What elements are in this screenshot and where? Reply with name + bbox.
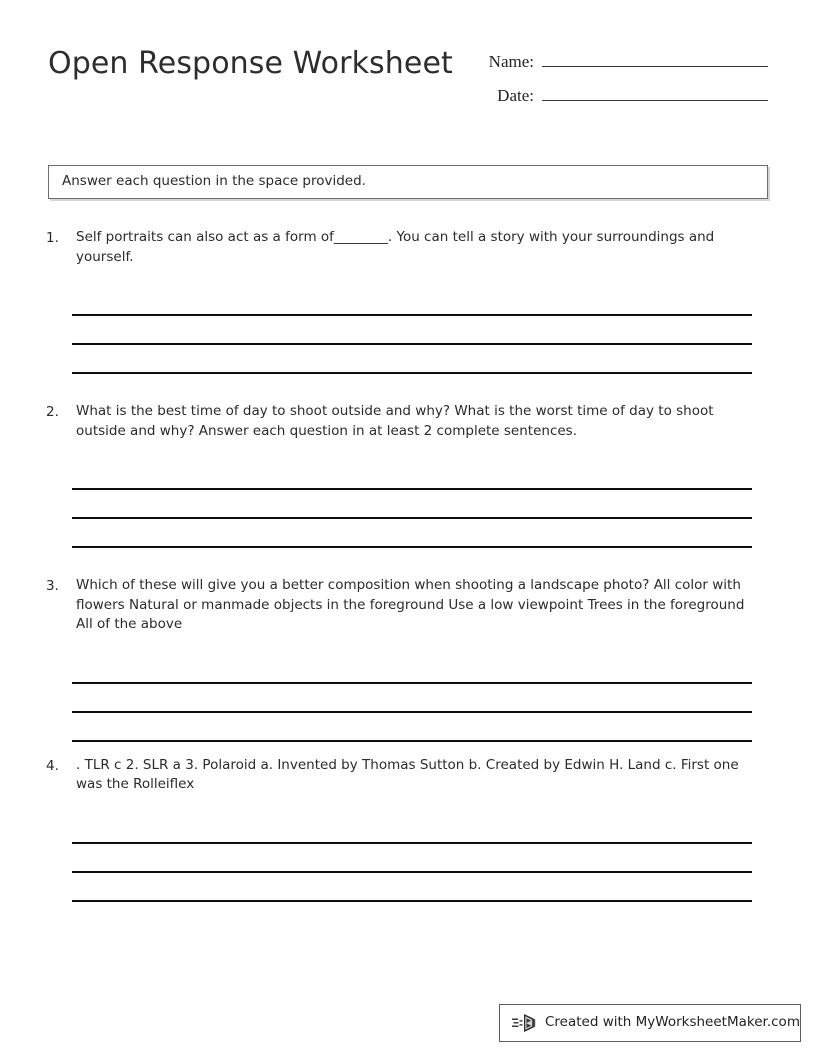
question-header <box>46 756 768 795</box>
question-number: 4. <box>46 757 59 774</box>
created-with-text: Created with MyWorksheetMaker.com <box>545 1014 800 1031</box>
answer-line[interactable] <box>72 873 752 902</box>
questions-list <box>46 228 768 902</box>
question-spacer <box>46 374 768 402</box>
name-field-row <box>468 46 768 80</box>
myworksheetmaker-logo-icon <box>512 1012 538 1034</box>
name-date-block <box>468 46 768 114</box>
answer-line[interactable] <box>72 461 752 490</box>
question-item <box>46 756 768 902</box>
question-spacer <box>46 742 768 756</box>
question-text: What is the best time of day to shoot outside and why? What is the worst time of day to shoot outside and why? Answer each question in at least 2 complete sentences. <box>76 403 714 439</box>
question-number: 2. <box>46 404 59 420</box>
answer-line[interactable] <box>72 287 752 316</box>
question-header <box>46 576 768 635</box>
instruction-text: Answer each question in the space provided. <box>62 173 366 190</box>
date-input[interactable] <box>542 80 768 101</box>
answer-line[interactable] <box>72 655 752 684</box>
answer-area[interactable] <box>72 441 752 548</box>
answer-line[interactable] <box>72 713 752 742</box>
answer-line[interactable] <box>72 684 752 713</box>
answer-line[interactable] <box>72 844 752 873</box>
name-label: Name: <box>488 52 534 71</box>
name-input[interactable] <box>542 46 768 67</box>
answer-line[interactable] <box>72 490 752 519</box>
worksheet-header <box>48 44 768 124</box>
answer-line[interactable] <box>72 815 752 844</box>
answer-line[interactable] <box>72 345 752 374</box>
question-item <box>46 576 768 742</box>
answer-area[interactable] <box>72 267 752 374</box>
question-text: Which of these will give you a better composition when shooting a landscape photo? All color with flowers Natural or manmade objects in the foreground Use a low viewpoint Trees in the foreground All of the above <box>76 577 745 632</box>
question-text: . TLR c 2. SLR a 3. Polaroid a. Invented by Thomas Sutton b. Created by Edwin H. Land c. First one was the Rolleiflex <box>76 756 739 792</box>
question-header <box>46 402 768 441</box>
question-text: Self portraits can also act as a form of________. You can tell a story with your surroundings and yourself. <box>76 229 715 265</box>
instruction-box <box>48 165 768 199</box>
answer-line[interactable] <box>72 519 752 548</box>
question-header <box>46 228 768 267</box>
date-label: Date: <box>497 86 534 105</box>
answer-area[interactable] <box>72 795 752 902</box>
created-with-badge[interactable] <box>499 1004 801 1042</box>
question-item <box>46 228 768 374</box>
question-number: 1. <box>46 230 59 246</box>
question-number: 3. <box>46 578 59 594</box>
question-item <box>46 402 768 548</box>
answer-area[interactable] <box>72 635 752 742</box>
page-title: Open Response Worksheet <box>48 46 453 81</box>
date-field-row <box>468 80 768 114</box>
answer-line[interactable] <box>72 316 752 345</box>
question-spacer <box>46 548 768 576</box>
